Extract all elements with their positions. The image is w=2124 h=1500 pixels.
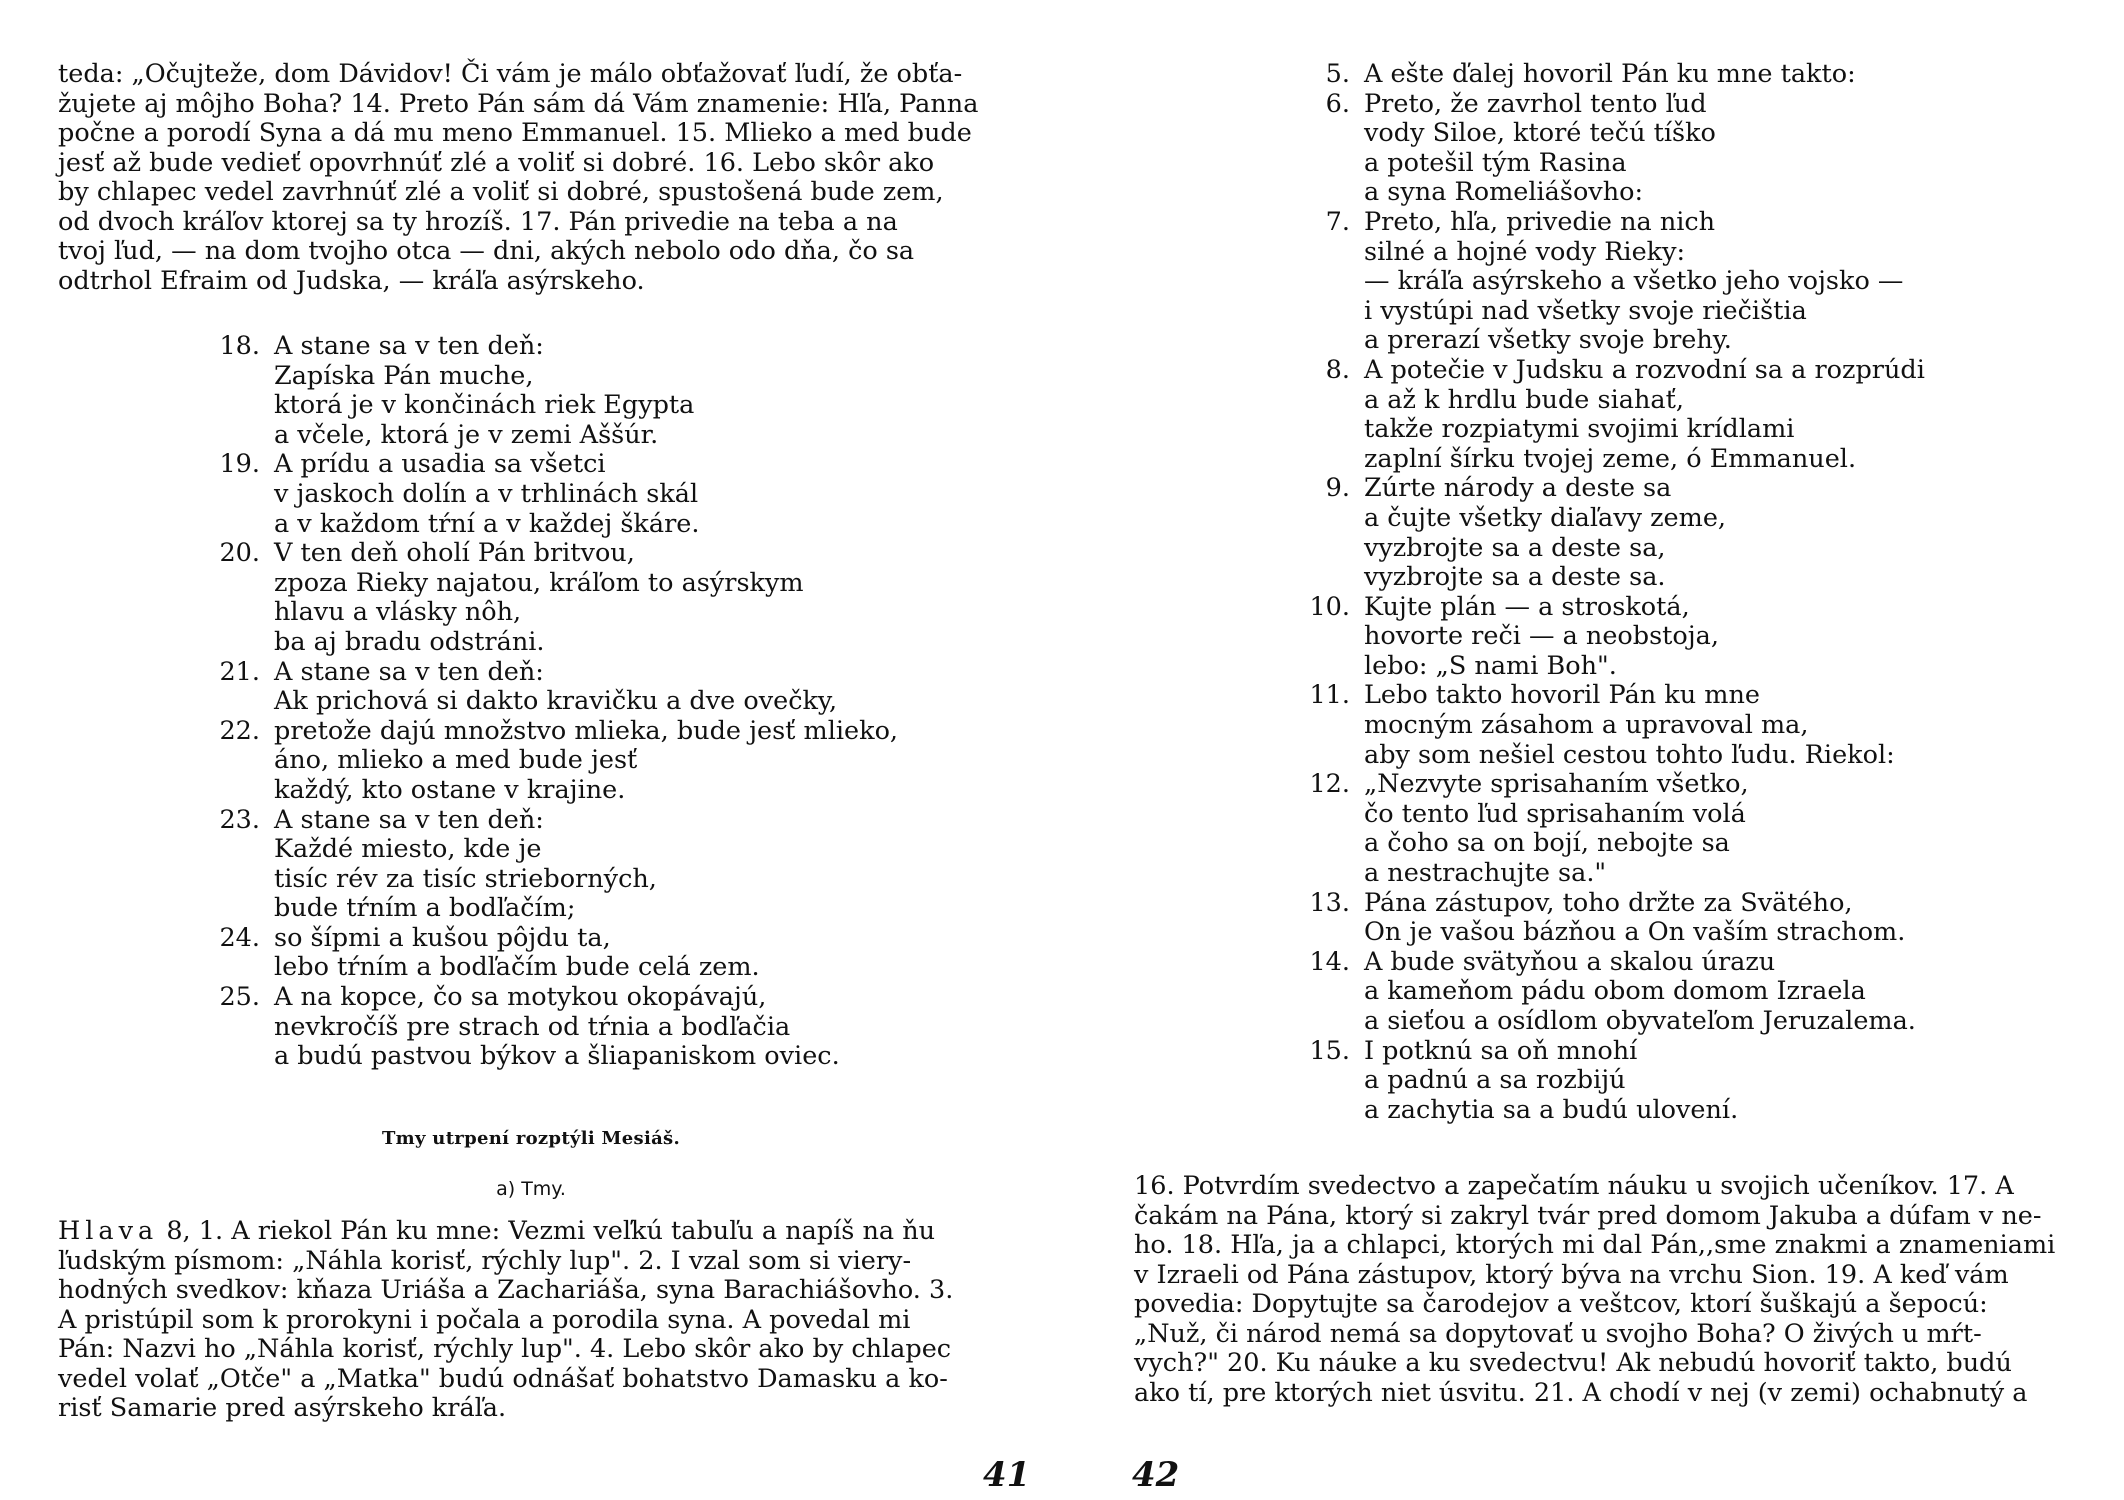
verse-lines	[274, 924, 898, 983]
verse-line: a budú pastvou býkov a šliapaniskom oviec.	[274, 1041, 840, 1072]
page-number: 41	[983, 1455, 1031, 1495]
verse-line: a kameňom pádu obom domom Izraela	[1364, 976, 1866, 1007]
verse-number: 7.	[1325, 206, 1350, 237]
verse-number: 25.	[219, 982, 260, 1013]
verse-line: vody Siloe, ktoré tečú tíško	[1364, 118, 1716, 149]
verse-number: 13.	[1309, 887, 1350, 918]
verse-line: a čujte všetky diaľavy zeme,	[1364, 502, 1727, 533]
text-line: tvoj ľud, — na dom tvojho otca — dni, akých nebolo odo dňa, čo sa	[58, 236, 915, 266]
verse	[1290, 90, 1925, 208]
verse-line: lebo: „S nami Boh".	[1364, 650, 1617, 681]
verse	[200, 658, 898, 717]
verse-line: Preto, že zavrhol tento ľud	[1364, 88, 1707, 119]
verse	[200, 539, 898, 657]
verse-number: 9.	[1325, 473, 1350, 504]
verse-lines	[1364, 948, 1925, 1037]
verse-number: 12.	[1309, 769, 1350, 800]
verse-line: A stane sa v ten deň:	[274, 656, 544, 687]
verse-line: tisíc rév za tisíc strieborných,	[274, 863, 657, 894]
verse-line: a prerazí všetky svoje brehy.	[1364, 325, 1732, 356]
verse-lines	[1364, 208, 1925, 356]
verse-lines	[274, 806, 898, 924]
right-verse-block	[1290, 60, 1925, 1125]
verse-line: a zachytia sa a budú ulovení.	[1364, 1094, 1739, 1125]
verse-line: v jaskoch dolín a v trhlinách skál	[274, 478, 699, 509]
verse	[1290, 474, 1925, 592]
text-line: risť Samarie pred asýrskeho kráľa.	[58, 1393, 507, 1423]
verse-number: 15.	[1309, 1035, 1350, 1066]
text-line: počne a porodí Syna a dá mu meno Emmanuel. 15. Mlieko a med bude	[58, 118, 972, 148]
verse-line: a nestrachujte sa."	[1364, 858, 1607, 889]
verse-line: vyzbrojte sa a deste sa.	[1364, 562, 1666, 593]
verse	[200, 806, 898, 924]
verse	[1290, 889, 1925, 948]
verse-lines	[274, 450, 898, 539]
verse-line: aby som nešiel cestou tohto ľudu. Riekol:	[1364, 739, 1895, 770]
verse-line: Pána zástupov, toho držte za Svätého,	[1364, 887, 1853, 918]
text-line: vych?" 20. Ku náuke a ku svedectvu! Ak nebudú hovoriť takto, budú	[1134, 1348, 2012, 1378]
verse-line: Každé miesto, kde je	[274, 834, 542, 865]
verse-line: lebo tŕním a bodľačím bude celá zem.	[274, 952, 760, 983]
intro-paragraph	[58, 60, 978, 296]
text-line	[58, 1217, 953, 1247]
text-line: ho. 18. Hľa, ja a chlapci, ktorých mi dal Pán,,sme znakmi a znameniami	[1134, 1230, 2056, 1260]
verse-lines	[1364, 474, 1925, 592]
verse-line: silné a hojné vody Rieky:	[1364, 236, 1686, 267]
text-line: ako tí, pre ktorých niet úsvitu. 21. A chodí v nej (v zemi) ochabnutý a	[1134, 1377, 2028, 1408]
verse-number: 14.	[1309, 946, 1350, 977]
text-line: ľudským písmom: „Náhla korisť, rýchly lup". 2. I vzal som si viery-	[58, 1245, 912, 1276]
closing-paragraph	[1134, 1172, 2055, 1408]
verse-lines	[274, 539, 898, 657]
text-line: vedel volať „Otče" a „Matka" budú odnášať bohatstvo Damasku a ko-	[58, 1363, 948, 1394]
verse-number: 19.	[219, 449, 260, 480]
verse-line: a padnú a sa rozbijú	[1364, 1065, 1626, 1096]
verse-line: A stane sa v ten deň:	[274, 804, 544, 835]
verse	[200, 450, 898, 539]
page-number: 42	[1132, 1455, 1180, 1495]
verse	[1290, 681, 1925, 770]
text-line: čakám na Pána, ktorý si zakryl tvár pred domom Jakuba a dúfam v ne-	[1134, 1200, 2042, 1231]
verse-line: Lebo takto hovoril Pán ku mne	[1364, 680, 1760, 711]
verse-number: 21.	[219, 656, 260, 687]
verse-line: Zúrte národy a deste sa	[1364, 473, 1672, 504]
verse	[200, 983, 898, 1072]
verse	[200, 717, 898, 806]
verse-line: I potknú sa oň mnohí	[1364, 1035, 1638, 1066]
verse-lines	[1364, 60, 1925, 90]
verse-line: a potešil tým Rasina	[1364, 147, 1627, 178]
text-line-content: 8, 1. A riekol Pán ku mne: Vezmi veľkú tabuľu a napíš na ňu	[158, 1216, 936, 1246]
verse	[1290, 948, 1925, 1037]
verse	[200, 332, 898, 450]
verse-line: so šípmi a kušou pôjdu ta,	[274, 922, 611, 953]
verse-line: hovorte reči — a neobstoja,	[1364, 621, 1719, 652]
verse-line: Zapíska Pán muche,	[274, 360, 534, 391]
verse-line: vyzbrojte sa a deste sa,	[1364, 532, 1666, 563]
verse-number: 20.	[219, 538, 260, 569]
verse-number: 5.	[1325, 59, 1350, 89]
text-line: v Izraeli od Pána zástupov, ktorý býva na vrchu Sion. 19. A keď vám	[1134, 1259, 2009, 1290]
verse-line: čo tento ľud sprisahaním volá	[1364, 798, 1746, 829]
text-line: jesť až bude vedieť opovrhnúť zlé a voliť si dobré. 16. Lebo skôr ako	[58, 147, 935, 178]
text-line: Pán: Nazvi ho „Náhla korisť, rýchly lup". 4. Lebo skôr ako by chlapec	[58, 1334, 952, 1364]
text-line: odtrhol Efraim od Judska, — kráľa asýrskeho.	[58, 265, 645, 296]
verse-line: „Nezvyte sprisahaním všetko,	[1364, 769, 1749, 800]
verse-lines	[274, 717, 898, 806]
verse-line: hlavu a vlásky nôh,	[274, 597, 522, 628]
verse-line: každý, kto ostane v krajine.	[274, 774, 626, 805]
verse-line: A bude svätyňou a skalou úrazu	[1364, 946, 1776, 977]
text-line: hodných svedkov: kňaza Uriáša a Zachariáša, syna Barachiášovho. 3.	[58, 1275, 954, 1305]
verse-line: Preto, hľa, privedie na nich	[1364, 206, 1716, 237]
verse-line: bude tŕním a bodľačím;	[274, 893, 576, 924]
verse-lines	[1364, 681, 1925, 770]
verse-line: nevkročíš pre strach od tŕnia a bodľačia	[274, 1011, 791, 1042]
text-line: povedia: Dopytujte sa čarodejov a veštcov, ktorí šuškajú a šepocú:	[1134, 1289, 1988, 1319]
verse-number: 11.	[1309, 680, 1350, 711]
verse	[1290, 356, 1925, 474]
verse-number: 6.	[1325, 88, 1350, 119]
verse-line: A prídu a usadia sa všetci	[274, 449, 606, 480]
text-line: žujete aj môjho Boha? 14. Preto Pán sám dá Vám znamenie: Hľa, Panna	[58, 88, 979, 119]
verse	[1290, 208, 1925, 356]
text-line: teda: „Očujteže, dom Dávidov! Či vám je málo obťažovať ľudí, že obťa-	[58, 59, 963, 89]
section-title: Tmy utrpení rozptýli Mesiáš.	[381, 1128, 681, 1149]
verse-number: 22.	[219, 715, 260, 746]
verse-lines	[1364, 90, 1925, 208]
verse-line: A stane sa v ten deň:	[274, 331, 544, 361]
verse-line: a až k hrdlu bude siahať,	[1364, 384, 1684, 415]
verse	[1290, 593, 1925, 682]
verse	[1290, 60, 1925, 90]
verse-line: a sieťou a osídlom obyvateľom Jeruzalema.	[1364, 1006, 1916, 1036]
verse-line: ba aj bradu odstráni.	[274, 626, 545, 657]
verse-lines	[274, 983, 898, 1072]
right-page	[1062, 0, 2124, 1500]
verse-lines	[1364, 356, 1925, 474]
verse	[1290, 1037, 1925, 1126]
verse-number: 10.	[1309, 591, 1350, 622]
verse-lines	[274, 658, 898, 717]
verse-number: 18.	[219, 331, 260, 361]
verse-line: zpoza Rieky najatou, kráľom to asýrskym	[274, 567, 804, 598]
verse-line: Kujte plán — a stroskotá,	[1364, 591, 1690, 622]
verse-line: a syna Romeliášovho:	[1364, 177, 1644, 208]
verse	[200, 924, 898, 983]
verse-line: V ten deň oholí Pán britvou,	[274, 538, 635, 569]
verse-line: A ešte ďalej hovoril Pán ku mne takto:	[1364, 59, 1856, 89]
text-line: by chlapec vedel zavrhnúť zlé a voliť si dobré, spustošená bude zem,	[58, 177, 944, 207]
verse-line: i vystúpi nad všetky svoje riečištia	[1364, 295, 1807, 326]
chapter-paragraph	[58, 1217, 953, 1424]
verse-line: a v každom tŕní a v každej škáre.	[274, 508, 700, 539]
verse-line: zaplní šírku tvojej zeme, ó Emmanuel.	[1364, 443, 1857, 474]
verse-line: takže rozpiatymi svojimi krídlami	[1364, 414, 1795, 445]
chapter-label: Hlava	[58, 1216, 159, 1246]
verse-line: a čoho sa on bojí, nebojte sa	[1364, 828, 1730, 859]
text-line: 16. Potvrdím svedectvo a zapečatím náuku u svojich učeníkov. 17. A	[1134, 1171, 2014, 1201]
verse-lines	[1364, 1037, 1925, 1126]
verse-number: 8.	[1325, 354, 1350, 385]
verse-line: pretože dajú množstvo mlieka, bude jesť mlieko,	[274, 715, 899, 746]
verse-line: On je vašou bázňou a On vaším strachom.	[1364, 917, 1906, 948]
verse-line: A potečie v Judsku a rozvodní sa a rozprúdi	[1364, 354, 1925, 385]
verse-lines	[1364, 770, 1925, 888]
verse-number: 24.	[219, 922, 260, 953]
verse-line: mocným zásahom a upravoval ma,	[1364, 710, 1809, 741]
subsection-title: a) Tmy.	[496, 1178, 566, 1200]
verse-line: — kráľa asýrskeho a všetko jeho vojsko —	[1364, 266, 1904, 297]
verse-line: áno, mlieko a med bude jesť	[274, 745, 638, 776]
verse-lines	[1364, 889, 1925, 948]
verse-lines	[1364, 593, 1925, 682]
left-verse-block	[200, 332, 898, 1072]
text-line: „Nuž, či národ nemá sa dopytovať u svojho Boha? O živých u mŕt-	[1134, 1318, 1982, 1349]
verse	[1290, 770, 1925, 888]
verse-line: a včele, ktorá je v zemi Aššúr.	[274, 419, 659, 450]
verse-line: Ak prichová si dakto kravičku a dve ovečky,	[274, 686, 838, 717]
verse-number: 23.	[219, 804, 260, 835]
verse-line: ktorá je v končinách riek Egypta	[274, 390, 695, 421]
verse-lines	[274, 332, 898, 450]
verse-line: A na kopce, čo sa motykou okopávajú,	[274, 982, 767, 1013]
text-line: A pristúpil som k prorokyni i počala a porodila syna. A povedal mi	[58, 1304, 911, 1335]
text-line: od dvoch kráľov ktorej sa ty hrozíš. 17. Pán privedie na teba a na	[58, 206, 898, 237]
